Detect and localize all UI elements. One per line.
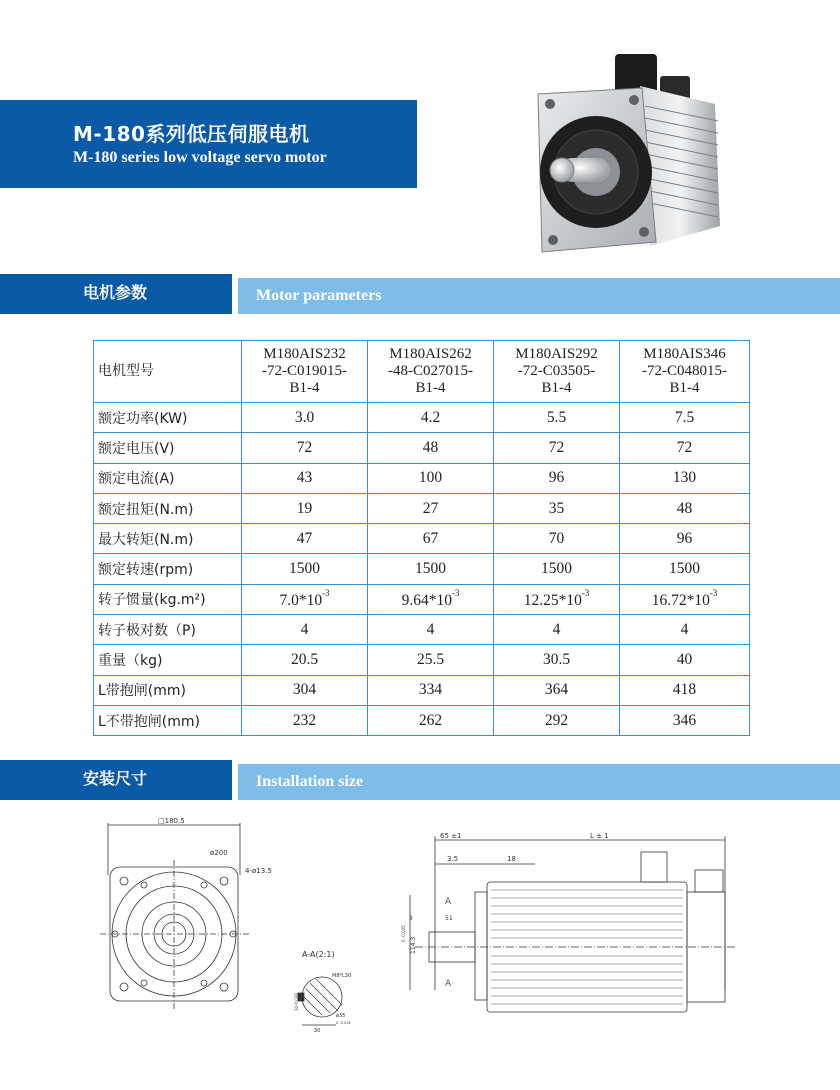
- table-row: 额定转速(rpm) 1500 1500 1500 1500: [94, 554, 750, 584]
- svg-text:0 -0.016: 0 -0.016: [336, 1021, 351, 1025]
- front-view-drawing: [100, 815, 272, 1035]
- model-cell: M180AIS262 -48-C027015- B1-4: [368, 341, 494, 403]
- model-cell: M180AIS346 -72-C048015- B1-4: [620, 341, 750, 403]
- table-row: 最大转矩(N.m) 47 67 70 96: [94, 524, 750, 554]
- table-row: 额定扭矩(N.m) 19 27 35 48: [94, 493, 750, 523]
- svg-text:0 -0.035: 0 -0.035: [401, 925, 406, 942]
- motor-photo: [520, 46, 725, 261]
- svg-text:10-0.036: 10-0.036: [294, 993, 299, 1011]
- model-cell: M180AIS232 -72-C019015- B1-4: [242, 341, 368, 403]
- svg-text:3.5: 3.5: [447, 855, 459, 863]
- svg-text:ø35: ø35: [336, 1013, 346, 1019]
- section-title-en: Motor parameters: [238, 278, 840, 314]
- svg-text:65 ±1: 65 ±1: [440, 832, 462, 840]
- svg-text:A: A: [445, 897, 452, 907]
- svg-text:51: 51: [445, 915, 453, 922]
- title-en: M-180 series low voltage servo motor: [73, 149, 327, 166]
- section-aa-drawing: [280, 945, 370, 1035]
- model-label: 电机型号: [94, 341, 242, 403]
- table-header-row: [94, 341, 750, 403]
- svg-text:ø200: ø200: [210, 849, 228, 857]
- svg-text:A-A(2:1): A-A(2:1): [302, 950, 335, 959]
- table-row: L带抱闸(mm) 304 334 364 418: [94, 675, 750, 705]
- title-cn: M-180系列低压伺服电机: [73, 122, 310, 146]
- table-row: 重量（kg) 20.5 25.5 30.5 40: [94, 645, 750, 675]
- table-row: 额定功率(KW) 3.0 4.2 5.5 7.5: [94, 403, 750, 433]
- svg-text:3: 3: [409, 915, 413, 922]
- section-installation-size: [0, 760, 840, 800]
- section-title-cn: 安装尺寸: [0, 760, 232, 800]
- section-title-en: Installation size: [238, 764, 840, 800]
- title-banner: [0, 100, 417, 188]
- svg-text:M8*L30: M8*L30: [332, 973, 352, 979]
- svg-text:A: A: [445, 979, 452, 989]
- svg-text:114.3: 114.3: [410, 936, 417, 954]
- motor-parameters-table: [93, 340, 750, 736]
- table-row: 额定电压(V) 72 48 72 72: [94, 433, 750, 463]
- svg-text:18: 18: [507, 855, 516, 863]
- table-row: 转子惯量(kg.m²) $7.0*10^{-3}$ $9.64*10^{-3}$ $12.25*10^{-3}$ $16.72*10^{-3}$: [94, 584, 750, 614]
- model-cell: M180AIS292 -72-C03505- B1-4: [494, 341, 620, 403]
- table-row: 额定电流(A) 43 100 96 130: [94, 463, 750, 493]
- table-row: 转子极对数（P) 4 4 4 4: [94, 615, 750, 645]
- svg-text:L ± 1: L ± 1: [590, 832, 609, 840]
- svg-text:□180.5: □180.5: [158, 817, 185, 825]
- section-title-cn: 电机参数: [0, 274, 232, 314]
- svg-text:4-ø13.5: 4-ø13.5: [245, 867, 272, 875]
- table-row: L不带抱闸(mm) 232 262 292 346: [94, 705, 750, 735]
- svg-text:30: 30: [314, 1028, 321, 1034]
- section-motor-parameters: [0, 274, 840, 314]
- side-view-drawing: [395, 830, 740, 1030]
